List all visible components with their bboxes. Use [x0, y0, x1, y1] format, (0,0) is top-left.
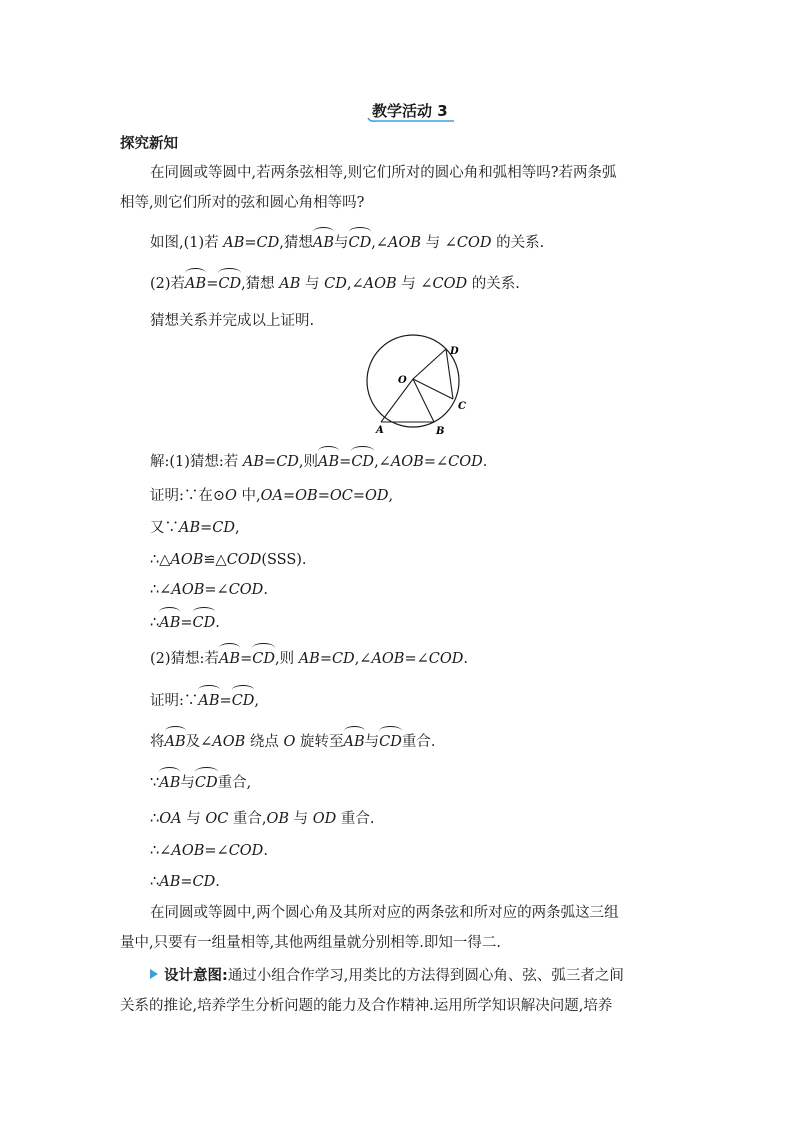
proof-1-line-2: 又∵AB=CD,: [150, 520, 240, 536]
conclusion-line-1: 在同圆或等圆中,两个圆心角及其所对应的两条弦和所对应的两条弧这三组: [150, 905, 619, 921]
segment-oa: [381, 379, 413, 422]
circle-diagram: [355, 333, 475, 443]
design-intent-label: 设计意图:: [164, 968, 228, 984]
proof-1-line-4: ∴∠AOB=∠COD.: [150, 582, 268, 598]
proof-2-line-4: ∴OA 与 OC 重合,OB 与 OD 重合.: [150, 811, 375, 827]
question-1: 如图,(1)若 AB=CD,猜想AB与CD,∠AOB 与 ∠COD 的关系.: [150, 232, 544, 253]
design-intent-line-2: 关系的推论,培养学生分析问题的能力及合作精神.运用所学知识解决问题,培养: [120, 998, 613, 1014]
label-a: A: [376, 425, 384, 436]
proof-1-line-3: ∴△AOB≌△COD(SSS).: [150, 552, 307, 568]
arc-ab: AB: [185, 273, 206, 294]
solution-1: 解:(1)猜想:若 AB=CD,则AB=CD,∠AOB=∠COD.: [150, 451, 487, 472]
proof-2-line-2: 将AB及∠AOB 绕点 O 旋转至AB与CD重合.: [150, 731, 436, 752]
proof-2-line-5: ∴∠AOB=∠COD.: [150, 843, 268, 859]
activity-title: 教学活动 3: [372, 102, 448, 120]
label-o: O: [398, 375, 407, 386]
label-b: B: [436, 426, 445, 437]
section-heading: 探究新知: [120, 136, 178, 152]
label-d: D: [450, 346, 459, 357]
segment-oc: [413, 379, 453, 399]
triangle-bullet-icon: [150, 969, 158, 979]
proof-2-line-1: 证明:∵AB=CD,: [150, 690, 259, 711]
question-2: (2)若AB=CD,猜想 AB 与 CD,∠AOB 与 ∠COD 的关系.: [150, 273, 520, 294]
solution-2: (2)猜想:若AB=CD,则 AB=CD,∠AOB=∠COD.: [150, 648, 468, 669]
proof-1-line-1: 证明:∵在⊙O 中,OA=OB=OC=OD,: [150, 488, 394, 504]
conclusion-line-2: 量中,只要有一组量相等,其他两组量就分别相等.即知一得二.: [120, 935, 501, 951]
proof-2-line-3: ∵AB与CD重合,: [150, 772, 251, 793]
question-3: 猜想关系并完成以上证明.: [150, 313, 315, 329]
circle: [367, 335, 459, 427]
proof-2-line-6: ∴AB=CD.: [150, 874, 220, 890]
arc-cd: CD: [349, 232, 372, 253]
label-c: C: [458, 401, 466, 412]
design-intent-line-1: 设计意图:通过小组合作学习,用类比的方法得到圆心角、弦、弧三者之间: [150, 966, 624, 986]
title-underline: [366, 116, 458, 124]
intro-line-2: 相等,则它们所对的弦和圆心角相等吗?: [120, 195, 365, 211]
arc-ab: AB: [313, 232, 334, 253]
segment-od: [413, 349, 446, 379]
arc-cd: CD: [218, 273, 241, 294]
segment-ob: [413, 379, 434, 422]
intro-line-1: 在同圆或等圆中,若两条弦相等,则它们所对的圆心角和弧相等吗?若两条弧: [150, 165, 617, 181]
proof-1-line-5: ∴AB=CD.: [150, 612, 220, 633]
